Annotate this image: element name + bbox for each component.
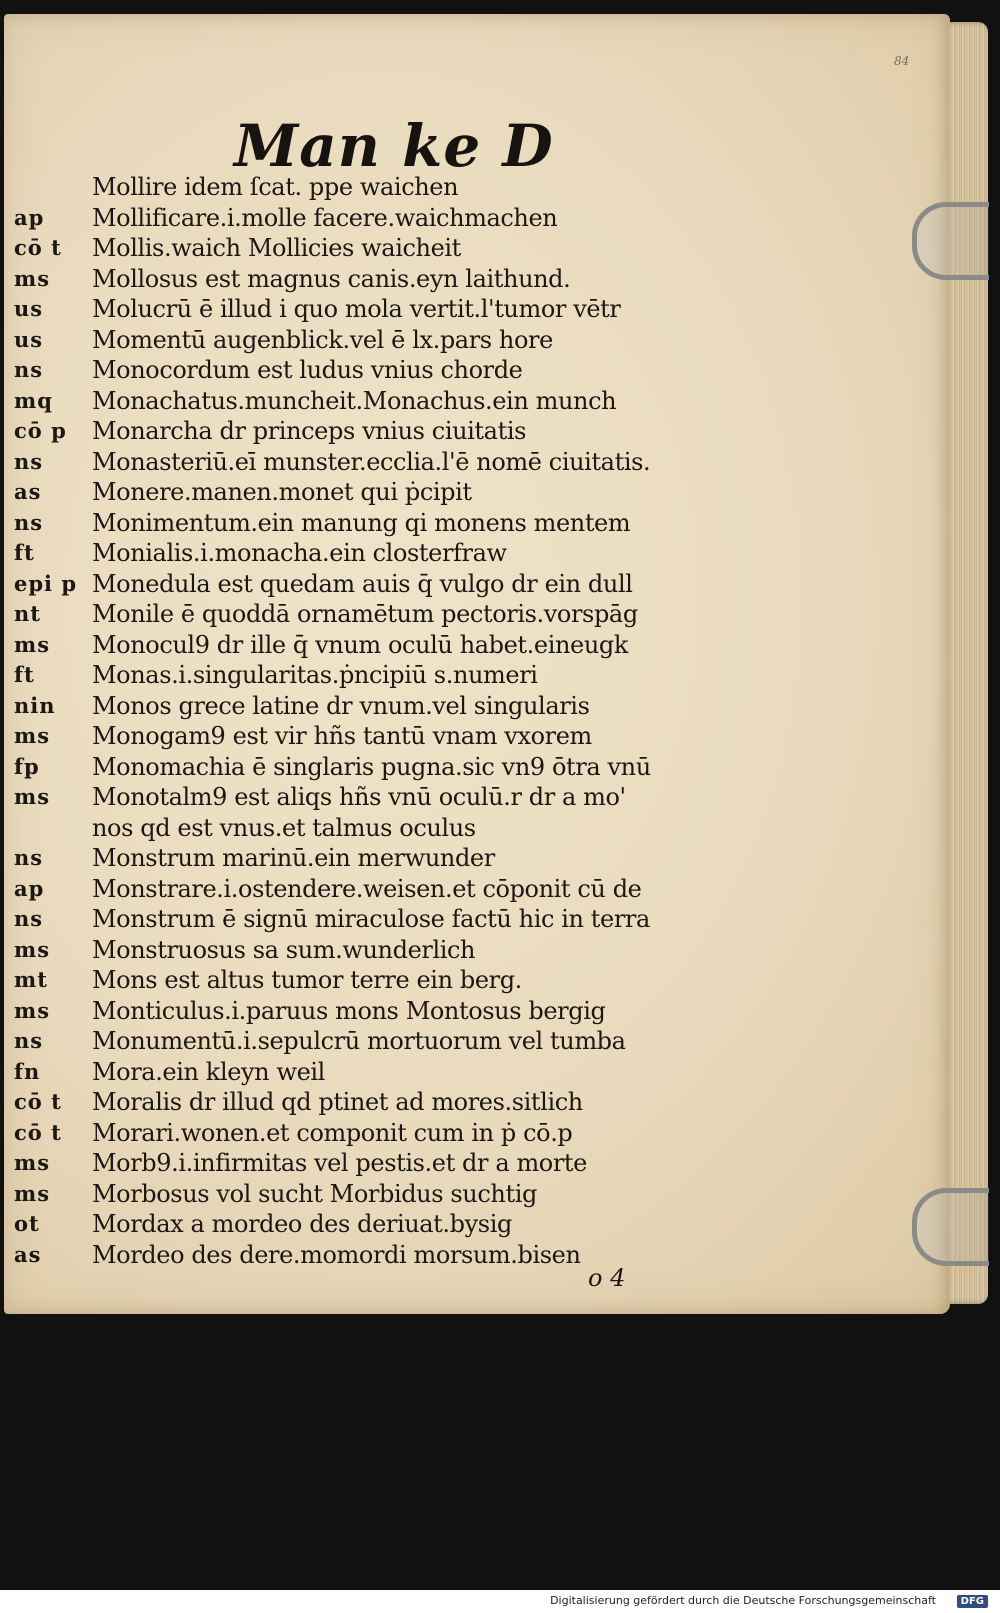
grammatical-marker: cō t [14,1089,62,1114]
grammatical-marker: ms [14,784,51,809]
entry-text: Monocordum est ludus vnius chorde [92,356,523,384]
dictionary-entry [14,569,924,600]
dictionary-entry [14,965,924,996]
dictionary-entry [14,1179,924,1210]
dictionary-entry [14,630,924,661]
dictionary-entry [14,1026,924,1057]
dictionary-entry [14,264,924,295]
dictionary-entries [14,172,924,1270]
grammatical-marker: us [14,326,44,352]
grammatical-marker: us [14,296,44,321]
entry-text: Mora.ein kleyn weil [92,1057,325,1086]
entry-text: Momentū augenblick.vel ē lx.pars hore [92,325,553,354]
footer-bar [0,1590,1000,1613]
grammatical-marker: as [14,479,42,504]
grammatical-marker: fp [14,753,40,779]
entry-text: Monile ē quoddā ornamētum pectoris.vorspāg [92,600,638,628]
dictionary-entry [14,1240,924,1271]
running-head: Man ke D [234,112,554,180]
entry-text: Monos grece latine dr vnum.vel singularis [92,691,590,720]
entry-text: Molucrū ē illud i quo mola vertit.l'tumor vētr [92,295,621,323]
entry-text: Mollire idem ſcat. ppe waichen [92,173,459,201]
entry-text: Monialis.i.monacha.ein closterfraw [92,539,507,567]
grammatical-marker: ms [14,997,51,1023]
dictionary-entry [14,386,924,417]
entry-text: Monstrum marinū.ein merwunder [92,844,495,872]
dictionary-entry [14,904,924,935]
entry-text: Monarcha dr princeps vnius ciuitatis [92,417,527,445]
folio-number: 84 [894,54,910,68]
dictionary-entry [14,1209,924,1240]
entry-text: Monstrum ē signū miraculose factū hic in terra [92,905,650,933]
grammatical-marker: fn [14,1058,41,1084]
entry-text: Monas.i.singularitas.ṗncipiū s.numeri [92,661,538,689]
footer-credit: Digitalisierung gefördert durch die Deutsche Forschungsgemeinschaft [550,1594,936,1607]
grammatical-marker: cō p [14,418,67,443]
dfg-logo: DFG [957,1595,988,1608]
entry-text: Monimentum.ein manung qi monens mentem [92,508,631,537]
dictionary-entry [14,874,924,905]
grammatical-marker: ms [14,1180,51,1206]
grammatical-marker: ft [14,662,35,687]
grammatical-marker: as [14,1241,42,1267]
dictionary-entry [14,294,924,325]
entry-text: Monotalm9 est aliqs hñs vnū oculū.r dr a mo' [92,783,626,811]
dictionary-entry [14,752,924,783]
entry-text: Monachatus.muncheit.Monachus.ein munch [92,386,617,415]
grammatical-marker: ns [14,1028,44,1053]
entry-text: Mons est altus tumor terre ein berg. [92,966,522,994]
entry-text: Mollosus est magnus canis.eyn laithund. [92,264,571,293]
entry-text: Monumentū.i.sepulcrū mortuorum vel tumba [92,1027,626,1055]
grammatical-marker: ns [14,845,44,870]
dictionary-entry [14,813,924,844]
entry-text: Monasteriū.eī munster.ecclia.l'ē nomē ciuitatis. [92,447,651,476]
entry-text: nos qd est vnus.et talmus oculus [92,813,476,842]
dictionary-entry [14,1057,924,1088]
grammatical-marker: cō t [14,235,62,260]
grammatical-marker: ms [14,631,51,657]
grammatical-marker: ms [14,1150,51,1175]
entry-text: Monere.manen.monet qui ṗcipit [92,478,472,506]
dictionary-entry [14,477,924,508]
entry-text: Monticulus.i.paruus mons Montosus bergig [92,996,606,1025]
dictionary-entry [14,508,924,539]
grammatical-marker: ot [14,1211,40,1236]
entry-text: Monstruosus sa sum.wunderlich [92,935,476,964]
grammatical-marker: mq [14,387,53,413]
dictionary-entry [14,447,924,478]
grammatical-marker: ns [14,357,44,382]
entry-text: Morari.wonen.et componit cum in ṗ cō.p [92,1118,573,1147]
grammatical-marker: ns [14,509,44,535]
entry-text: Monogam9 est vir hñs tantū vnam vxorem [92,722,592,750]
dictionary-entry [14,1087,924,1118]
dictionary-entry [14,538,924,569]
grammatical-marker: nin [14,692,56,718]
dictionary-entry [14,233,924,264]
grammatical-marker: ms [14,936,51,962]
dictionary-entry [14,691,924,722]
dictionary-entry [14,355,924,386]
dictionary-entry [14,203,924,234]
dictionary-entry [14,721,924,752]
dictionary-entry [14,1148,924,1179]
grammatical-marker: ms [14,265,51,291]
grammatical-marker: ft [14,540,35,565]
entry-text: Mordax a mordeo des deriuat.bysig [92,1210,512,1238]
grammatical-marker: epi p [14,570,78,596]
entry-text: Mollificare.i.molle facere.waichmachen [92,203,558,232]
entry-text: Monstrare.i.ostendere.weisen.et cōponit cū de [92,874,642,903]
signature-mark: o 4 [588,1264,626,1292]
dictionary-entry [14,325,924,356]
dictionary-entry [14,416,924,447]
grammatical-marker: cō t [14,1119,62,1145]
entry-text: Mollis.waich Mollicies waicheit [92,234,461,262]
dictionary-entry [14,660,924,691]
dictionary-entry [14,935,924,966]
grammatical-marker: ns [14,906,44,931]
dictionary-entry [14,996,924,1027]
dictionary-entry [14,843,924,874]
grammatical-marker: ms [14,723,51,748]
grammatical-marker: mt [14,967,48,992]
grammatical-marker: ns [14,448,44,474]
grammatical-marker: nt [14,601,41,626]
entry-text: Mordeo des dere.momordi morsum.bisen [92,1240,581,1269]
entry-text: Monedula est quedam auis q̄ vulgo dr ein dull [92,569,633,598]
entry-text: Monocul9 dr ille q̄ vnum oculū habet.eineugk [92,630,628,659]
grammatical-marker: ap [14,204,45,230]
entry-text: Moralis dr illud qd ptinet ad mores.sitlich [92,1088,583,1116]
grammatical-marker: ap [14,875,45,901]
dictionary-entry [14,172,924,203]
entry-text: Morbosus vol sucht Morbidus suchtig [92,1179,537,1208]
dictionary-entry [14,1118,924,1149]
entry-text: Monomachia ē singlaris pugna.sic vn9 ōtra vnū [92,752,651,781]
entry-text: Morb9.i.infirmitas vel pestis.et dr a morte [92,1149,587,1177]
dictionary-entry [14,782,924,813]
dictionary-entry [14,599,924,630]
